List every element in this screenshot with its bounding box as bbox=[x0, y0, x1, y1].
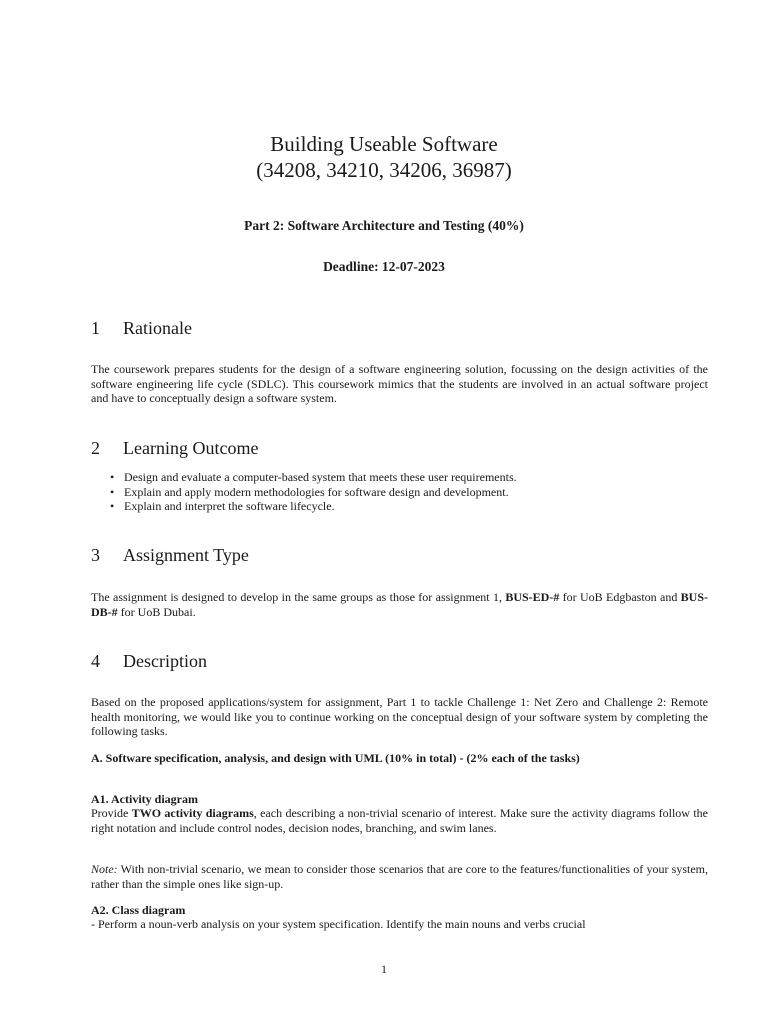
note-paragraph bbox=[91, 862, 708, 891]
section-number: 3 bbox=[91, 545, 100, 565]
learning-outcome-list bbox=[110, 470, 710, 514]
a2-heading: A2. Class diagram bbox=[91, 903, 186, 917]
note-label: Note: bbox=[91, 862, 118, 876]
section-heading-description bbox=[91, 651, 207, 672]
section-heading-learning-outcome bbox=[91, 438, 258, 459]
section-number: 1 bbox=[91, 318, 100, 338]
text-run: The assignment is designed to develop in the same groups as those for assignment 1, bbox=[91, 590, 506, 604]
list-item: • Explain and apply modern methodologies for software design and development. bbox=[110, 485, 710, 500]
a1-heading: A1. Activity diagram bbox=[91, 792, 198, 806]
text-run: for UoB Dubai. bbox=[117, 604, 196, 619]
a1-paragraph bbox=[91, 806, 708, 835]
page-number: 1 bbox=[381, 962, 387, 976]
section-heading-rationale bbox=[91, 318, 192, 339]
subsection-a-heading: A. Software specification, analysis, and design with UML (10% in total) - (2% each of the tasks) bbox=[91, 751, 580, 765]
list-item: • Explain and interpret the software lifecycle. bbox=[110, 499, 710, 514]
section-title: Assignment Type bbox=[123, 545, 249, 565]
section-heading-assignment-type bbox=[91, 545, 249, 566]
description-paragraph: Based on the proposed applications/system for assignment, Part 1 to tackle Challenge 1: Net Zero and Challenge 2: Remote health monitoring, we would like you to continue working on the conceptual design of your software system by completing the following tasks. bbox=[91, 695, 708, 739]
section-number: 2 bbox=[91, 438, 100, 458]
a2-paragraph: - Perform a noun-verb analysis on your system specification. Identify the main nouns and verbs crucial bbox=[91, 917, 586, 931]
emphasis: TWO activity diagrams bbox=[131, 806, 254, 820]
rationale-paragraph: The coursework prepares students for the design of a software engineering solution, focussing on the design activities of the software engineering life cycle (SDLC). This coursework mimics that the students are involved in an actual software project and have to conceptually design a software system. bbox=[91, 362, 708, 406]
list-item: • Design and evaluate a computer-based system that meets these user requirements. bbox=[110, 470, 710, 485]
deadline: Deadline: 12-07-2023 bbox=[323, 259, 445, 274]
document-title: Building Useable Software bbox=[270, 132, 498, 156]
text-run: for UoB Edgbaston and bbox=[559, 590, 681, 604]
text-run: , each describing a non-trivial scenario of interest. Make sure the activity diagrams follow the right notation and include control nodes, decision nodes, branching, and swim lanes. bbox=[91, 806, 708, 835]
group-code-edgbaston: BUS-ED-# bbox=[505, 590, 560, 604]
section-title: Rationale bbox=[123, 318, 192, 338]
text-run: With non-trivial scenario, we mean to consider those scenarios that are core to the features/functionalities of your system, rather than the simple ones like sign-up. bbox=[91, 862, 708, 891]
section-title: Description bbox=[123, 651, 207, 671]
group-code-dubai: BUS-DB-# bbox=[91, 590, 708, 619]
assignment-type-paragraph bbox=[91, 590, 708, 619]
section-number: 4 bbox=[91, 651, 100, 671]
course-codes: (34208, 34210, 34206, 36987) bbox=[256, 158, 512, 182]
section-title: Learning Outcome bbox=[123, 438, 259, 458]
part-heading: Part 2: Software Architecture and Testing (40%) bbox=[244, 218, 524, 233]
text-run: Provide bbox=[91, 806, 132, 820]
